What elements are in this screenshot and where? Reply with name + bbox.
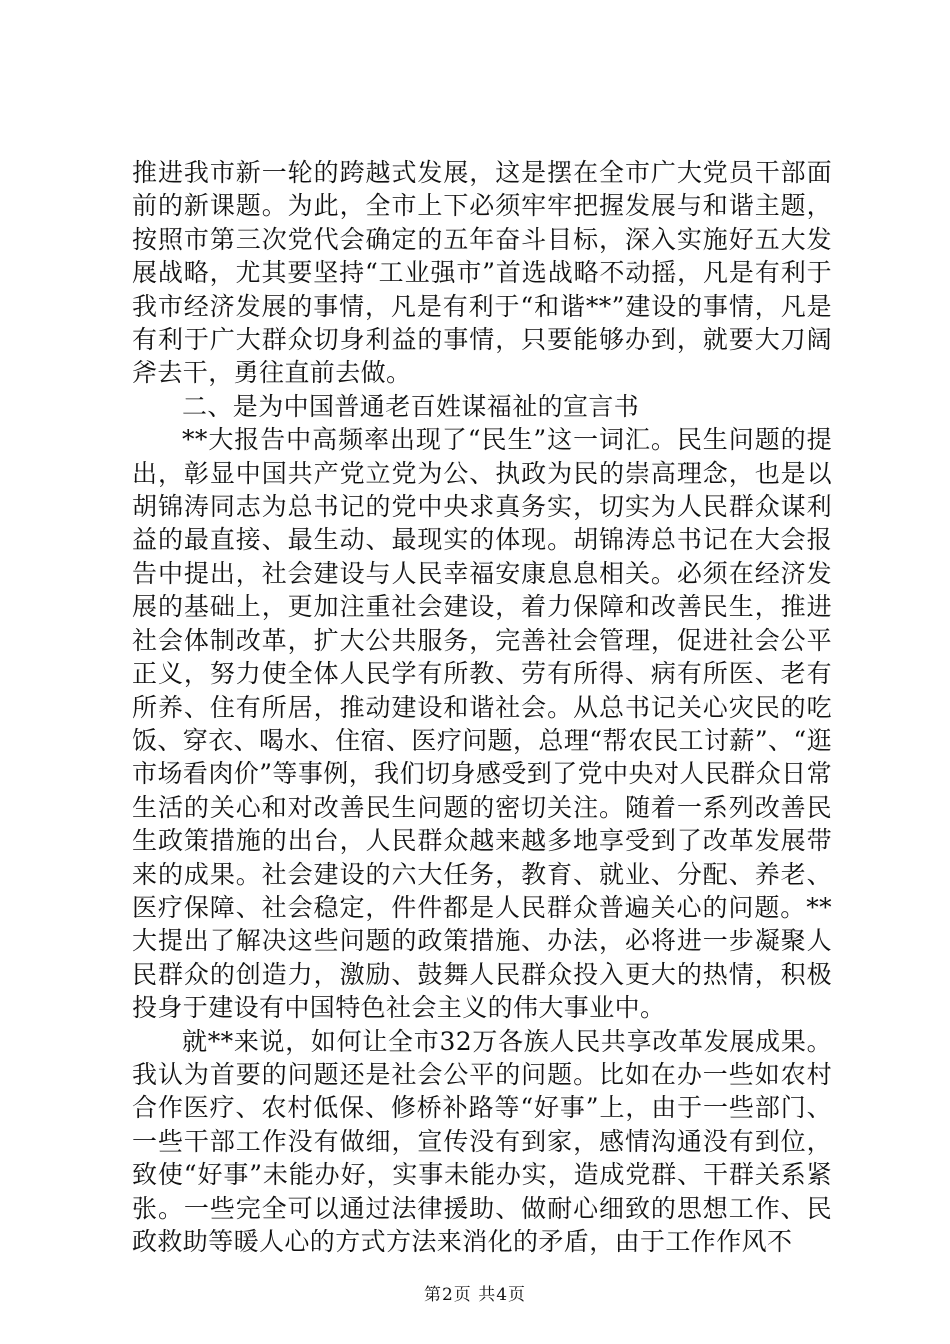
- section-heading: 二、是为中国普通老百姓谋福祉的宣言书: [182, 391, 640, 421]
- page-footer: 第2页 共4页: [423, 1285, 527, 1305]
- paragraph-3: 就**来说，如何让全市32万各族人民共享改革发展成果。我认为首要的问题还是社会公平的问题。比如在办一些如农村合作医疗、农村低保、修桥补路等“好事”上，由于一些部门、一些干部工作没有做细，宣传没有到家，感情沟通没有到位，致使“好事”未能办好，实事未能办实，造成党群、干群关系紧张。一些完全可以通过法律援助、做耐心细致的思想工作、民政救助等暖人心的方式方法来消化的矛盾，由于工作作风不: [132, 1026, 832, 1256]
- paragraph-1: 推进我市新一轮的跨越式发展，这是摆在全市广大党员干部面前的新课题。为此，全市上下必须牢牢把握发展与和谐主题，按照市第三次党代会确定的五年奋斗目标，深入实施好五大发展战略，尤其要坚持“工业强市”首选战略不动摇，凡是有利于我市经济发展的事情，凡是有利于“和谐**”建设的事情，凡是有利于广大群众切身利益的事情，只要能够办到，就要大刀阔斧去干，勇往直前去做。: [132, 158, 832, 388]
- paragraph-2: **大报告中高频率出现了“民生”这一词汇。民生问题的提出，彰显中国共产党立党为公、执政为民的崇高理念，也是以胡锦涛同志为总书记的党中央求真务实，切实为人民群众谋利益的最直接、最生动、最现实的体现。胡锦涛总书记在大会报告中提出，社会建设与人民幸福安康息息相关。必须在经济发展的基础上，更加注重社会建设，着力保障和改善民生，推进社会体制改革，扩大公共服务，完善社会管理，促进社会公平正义，努力使全体人民学有所教、劳有所得、病有所医、老有所养、住有所居，推动建设和谐社会。从总书记关心灾民的吃饭、穿衣、喝水、住宿、医疗问题，总理“帮农民工讨薪”、“逛市场看肉价”等事例，我们切身感受到了党中央对人民群众日常生活的关心和对改善民生问题的密切关注。随着一系列改善民生政策措施的出台，人民群众越来越多地享受到了改革发展带来的成果。社会建设的六大任务，教育、就业、分配、养老、医疗保障、社会稳定，件件都是人民群众普遍关心的问题。**大提出了解决这些问题的政策措施、办法，必将进一步凝聚人民群众的创造力，激励、鼓舞人民群众投入更大的热情，积极投身于建设有中国特色社会主义的伟大事业中。: [132, 425, 832, 1023]
- document-body: [132, 156, 832, 1258]
